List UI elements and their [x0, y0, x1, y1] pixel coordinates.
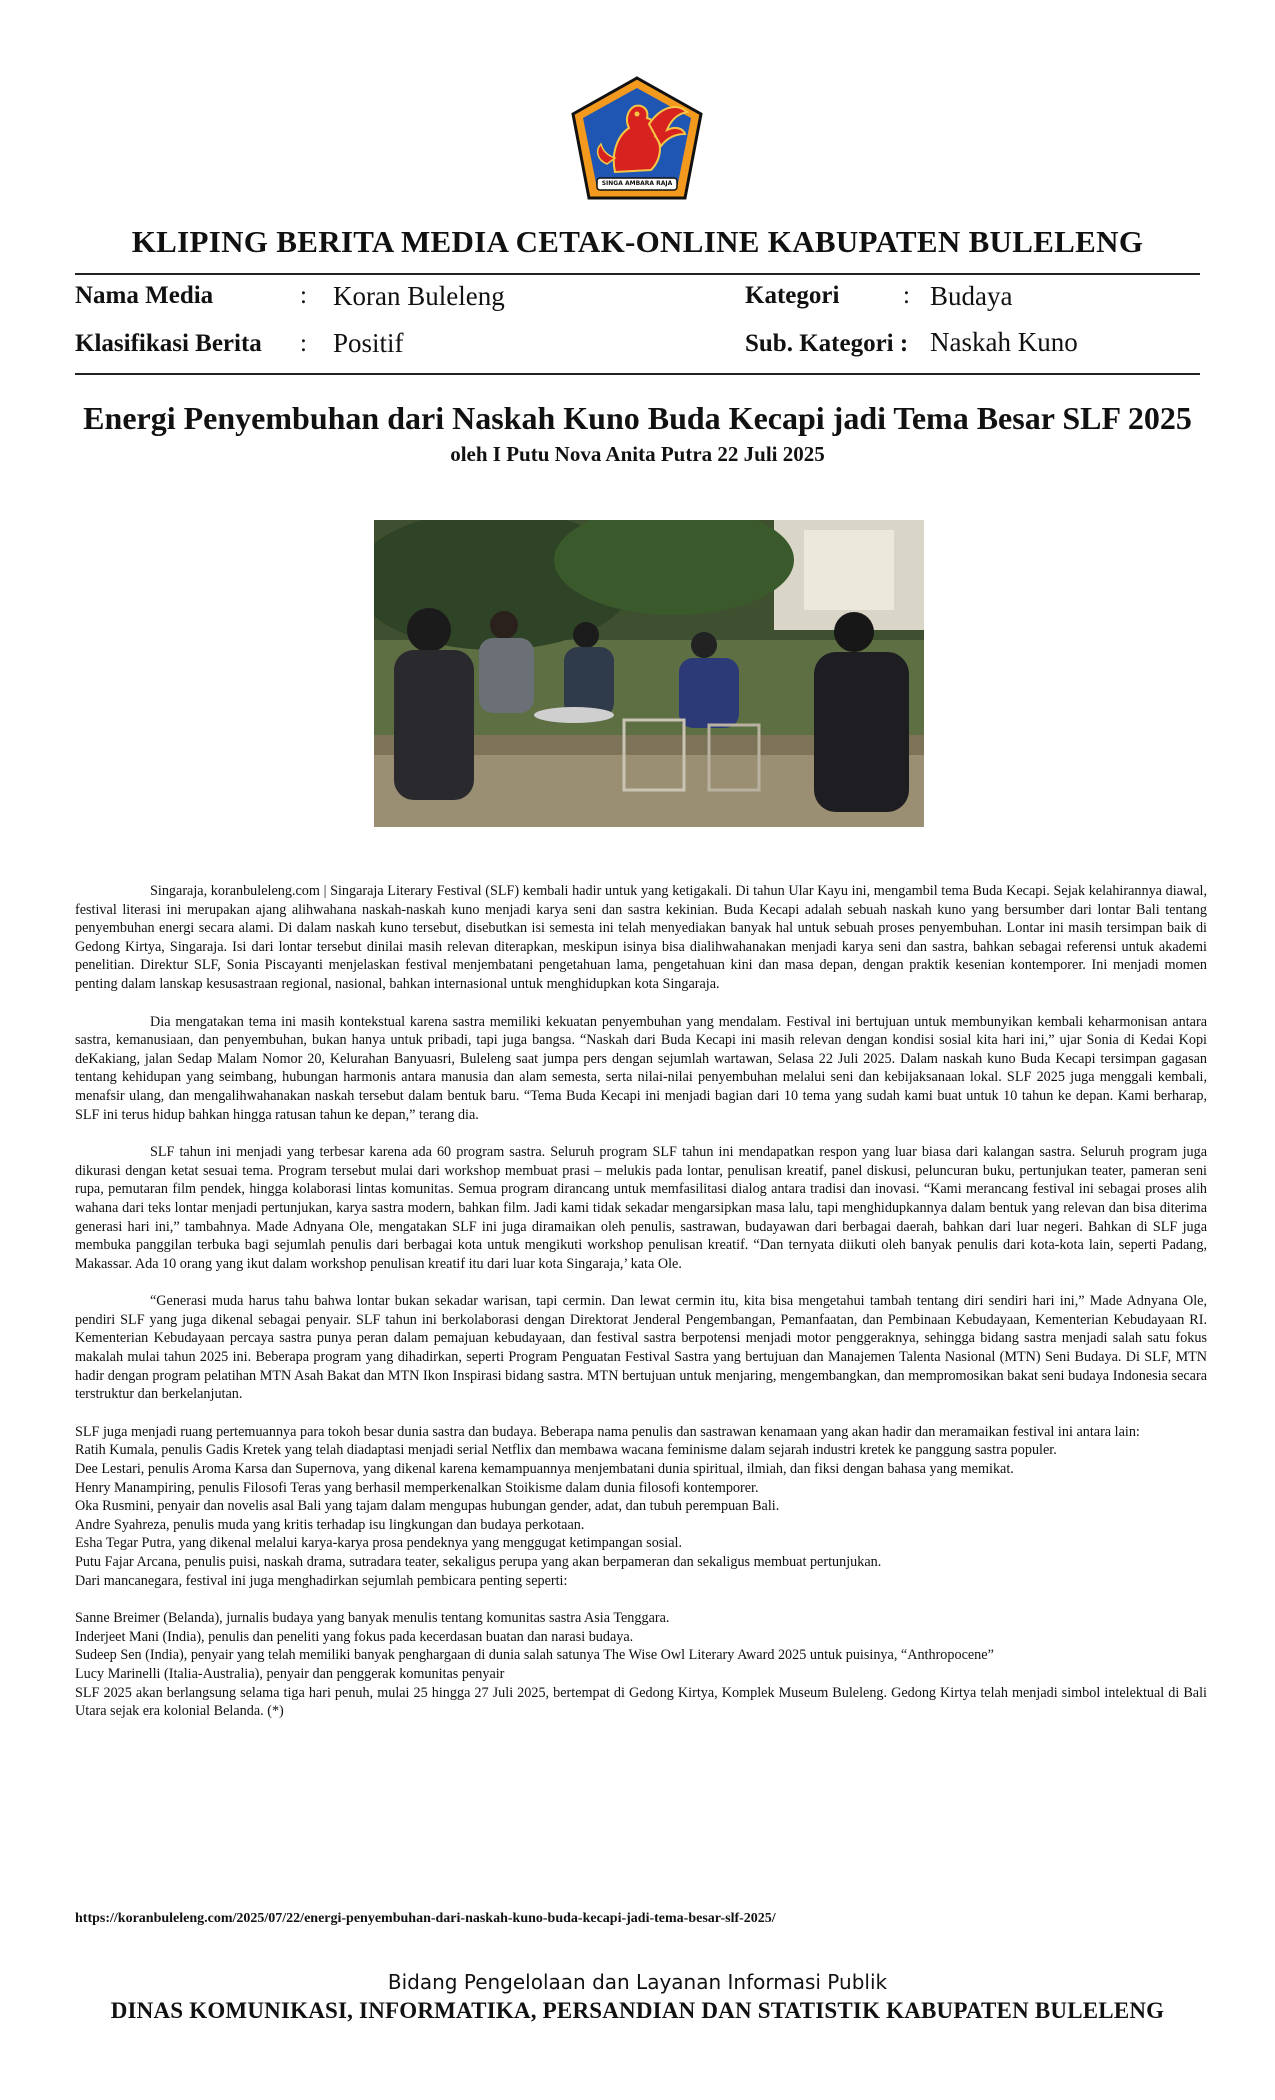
source-url-link[interactable]: https://koranbuleleng.com/2025/07/22/energi-penyembuhan-dari-naskah-kuno-buda-kecapi-jadi-tema-besar-slf-2025/	[75, 1911, 776, 1926]
footer-division: Bidang Pengelolaan dan Layanan Informasi Publik	[387, 1970, 888, 1994]
footer-agency: DINAS KOMUNIKASI, INFORMATIKA, PERSANDIAN DAN STATISTIK KABUPATEN BULELENG	[110, 1998, 1165, 2023]
list-item: Andre Syahreza, penulis muda yang kritis terhadap isu lingkungan dan budaya perkotaan.	[75, 1516, 585, 1533]
list-item: Esha Tegar Putra, yang dikenal melalui karya-karya prosa pendeknya yang menggugat ketimpangan sosial.	[75, 1535, 683, 1552]
article-byline: oleh I Putu Nova Anita Putra 22 Juli 2025	[450, 442, 825, 466]
article-paragraph-4: “Generasi muda harus tahu bahwa lontar bukan sekadar warisan, tapi cermin. Dan lewat cermin itu, kita bisa mengetahui tambah tentang diri sendiri hari ini,” Made Adnyana Ole, pendiri SLF yang juga dikenal sebagai penyair. SLF tahun ini berkolaborasi dengan Direktorat Jenderal Pengembangan, Pemanfaatan, dan Pembinaan Kebudayaan, Kementerian Kebudayaan RI. Kementerian Kebudayaan percaya sastra punya peran dalam pemajuan kebudayaan, dan festival sastra berpotensi menjadi motor penggeraknya, sehingga bidang sastra menjadi salah satu fokus makalah mulai tahun 2025 ini. Beberapa program yang dihadirkan, seperti Program Penguatan Festival Sastra yang bertujuan dan Manajemen Talenta Nasional (MTN) Seni Budaya. Di SLF, MTN hadir dengan program pelatihan MTN Asah Bakat dan MTN Ikon Inspirasi bidang sastra. MTN bertujuan untuk menjaring, mengembangkan, dan mempromosikan bakat seni budaya Indonesia secara terstruktur dan berkelanjutan.	[75, 1293, 1207, 1403]
klasifikasi-colon: :	[300, 330, 307, 357]
article-headline: Energi Penyembuhan dari Naskah Kuno Buda Kecapi jadi Tema Besar SLF 2025	[83, 400, 1192, 436]
article-body	[75, 882, 1207, 1721]
sub-kategori-label: Sub. Kategori :	[745, 330, 909, 357]
masthead-rule-top	[75, 273, 1200, 275]
list-item: Henry Manampiring, penulis Filosofi Teras yang berhasil memperkenalkan Stoikisme dalam dunia filosofi kontemporer.	[75, 1479, 759, 1496]
article-paragraph-5: SLF juga menjadi ruang pertemuannya para tokoh besar dunia sastra dan budaya. Beberapa nama penulis dan sastrawan kenamaan yang akan hadir dan meramaikan festival ini antara lain:	[75, 1423, 1140, 1440]
kategori-value: Budaya	[930, 281, 1013, 311]
list-item: Dee Lestari, penulis Aroma Karsa dan Supernova, yang dikenal karena kemampuannya menjembatani dunia spiritual, ilmiah, dan fiksi dengan bahasa yang memikat.	[75, 1461, 1014, 1478]
list-item: Sudeep Sen (India), penyair yang telah memiliki banyak penghargaan di dunia salah satunya The Wise Owl Literary Award 2025 untuk puisinya, “Anthropocene”	[75, 1647, 994, 1664]
nama-media-colon: :	[300, 282, 307, 309]
nama-media-value: Koran Buleleng	[333, 281, 505, 311]
klasifikasi-value: Positif	[333, 328, 404, 358]
list-item: Dari mancanegara, festival ini juga menghadirkan sejumlah pembicara penting seperti:	[75, 1572, 568, 1589]
meta-rule-bottom	[75, 373, 1200, 375]
article-photo	[374, 520, 924, 827]
article-paragraph-1: Singaraja, koranbuleleng.com | Singaraja Literary Festival (SLF) kembali hadir untuk yang ketigakali. Di tahun Ular Kayu ini, mengambil tema Buda Kecapi. Sejak kelahirannya diawal, festival literasi ini merupakan ajang alihwahana naskah-naskah kuno menjadi karya seni dan sastra kekinian. Buda Kecapi adalah sebuah naskah kuno yang bersumber dari lontar Bali tentang penyembuhan energi secara alami. Di dalam naskah kuno tersebut, disebutkan isi semesta ini telah menyediakan banyak hal untuk sebuah proses penyembuhan. Lontar ini masih tersimpan baik di Gedong Kirtya, Singaraja. Isi dari lontar tersebut dinilai masih relevan diterapkan, meskipun isinya bisa dialihwahanakan menjadi karya seni dan sastra, bahkan sebagai referensi untuk akademi penelitian. Direktur SLF, Sonia Piscayanti menjelaskan festival menjembatani pengetahuan lama, pengetahuan kini dan masa depan, dengan praktik kesenian kontemporer. Ini menjadi momen penting dalam lanskap kesusastraan regional, nasional, bahkan internasional untuk menghidupkan kota Singaraja.	[75, 883, 1207, 992]
list-item: Inderjeet Mani (India), penulis dan peneliti yang fokus pada kecerdasan buatan dan narasi budaya.	[75, 1628, 634, 1645]
list-item: SLF 2025 akan berlangsung selama tiga hari penuh, mulai 25 hingga 27 Juli 2025, bertempat di Gedong Kirtya, Komplek Museum Buleleng. Gedong Kirtya telah menjadi simbol intelektual di Bali Utara sejak era kolonial Belanda. (*)	[75, 1684, 1207, 1720]
klasifikasi-label: Klasifikasi Berita	[75, 330, 262, 357]
masthead-title: KLIPING BERITA MEDIA CETAK-ONLINE KABUPATEN BULELENG	[131, 224, 1144, 259]
list-item: Lucy Marinelli (Italia-Australia), penyair dan penggerak komunitas penyair	[75, 1665, 505, 1682]
nama-media-label: Nama Media	[75, 282, 214, 309]
logo-motto: SINGA AMBARA RAJA	[601, 180, 673, 187]
sub-kategori-value: Naskah Kuno	[930, 327, 1078, 357]
list-item: Oka Rusmini, penyair dan novelis asal Bali yang tajam dalam mengupas hubungan gender, adat, dan tubuh perempuan Bali.	[75, 1498, 780, 1515]
list-item: Sanne Breimer (Belanda), jurnalis budaya yang banyak menulis tentang komunitas sastra Asia Tenggara.	[75, 1610, 670, 1627]
kategori-label: Kategori	[745, 282, 840, 309]
article-paragraph-2: Dia mengatakan tema ini masih kontekstual karena sastra memiliki kekuatan penyembuhan yang mendalam. Festival ini bertujuan untuk membunyikan kembali keharmonisan antara sastra, kemanusiaan, dan penyembuhan, bukan hanya untuk pribadi, tapi juga bangsa. “Naskah dari Buda Kecapi ini masih relevan dengan kondisi sosial kita hari ini,” ujar Sonia di Kedai Kopi deKakiang, jalan Sedap Malam Nomor 20, Kelurahan Banyuasri, Buleleng saat jumpa pers dengan sejumlah wartawan, Selasa 22 Juli 2025. Dalam naskah kuno Buda Kecapi tersimpan gagasan tentang kehidupan yang seimbang, hubungan harmonis antara manusia dan alam semesta, serta nilai-nilai penyembuhan melalui seni dan kebijaksanaan lokal. SLF 2025 juga menggali kembali, menafsir ulang, dan mengalihwahanakan naskah tersebut dalam bentuk baru. “Tema Buda Kecapi ini menjadi bagian dari 10 tema yang sudah kami buat untuk 10 tahun ke depan. Kami berharap, SLF ini terus hidup bahkan hingga ratusan tahun ke depan,” terang dia.	[75, 1013, 1207, 1123]
photo-cafe-scene	[374, 520, 924, 827]
kategori-colon: :	[903, 282, 910, 309]
list-item: Ratih Kumala, penulis Gadis Kretek yang telah diadaptasi menjadi serial Netflix dan membawa wacana feminisme dalam sejarah industri kretek ke panggung sastra populer.	[75, 1442, 1057, 1459]
list-item: Putu Fajar Arcana, penulis puisi, naskah drama, sutradara teater, sekaligus perupa yang akan berpameran dan sekaligus membuat pertunjukan.	[75, 1554, 882, 1570]
article-paragraph-3: SLF tahun ini menjadi yang terbesar karena ada 60 program sastra. Seluruh program SLF tahun ini mendapatkan respon yang luar biasa dari kalangan sastra. Seluruh program juga dikurasi dengan ketat sesuai tema. Program tersebut mulai dari workshop membuat prasi – melukis pada lontar, penulisan kreatif, panel diskusi, peluncuran buku, pertunjukan teater, pameran seni rupa, pemutaran film pendek, hingga kolaborasi lintas komunitas. Semua program dirancang untuk memfasilitasi dialog antara tradisi dan inovasi. “Kami merancang festival ini sebagai proses alih wahana dari teks lontar menjadi pertunjukan, karya sastra modern, bahkan film. Jadi kami tidak sekadar mengarsipkan masa lalu, tapi menghidupkannya dalam bentuk yang relevan dan bisa diterima generasi hari ini,” tambahnya. Made Adnyana Ole, mengatakan SLF ini juga diramaikan oleh penulis, sastrawan, budayawan dari berbagai daerah, bahkan dari luar negeri. Bahkan di SLF juga membuka panggilan terbuka bagi sejumlah penulis dari berbagai kota untuk mengikuti workshop penulisan kreatif. “Dan ternyata diikuti oleh banyak penulis dari kota-kota lain, seperti Padang, Makassar. Ada 10 orang yang ikut dalam workshop penulisan kreatif itu dari luar kota Singaraja,’ kata Ole.	[75, 1144, 1207, 1272]
